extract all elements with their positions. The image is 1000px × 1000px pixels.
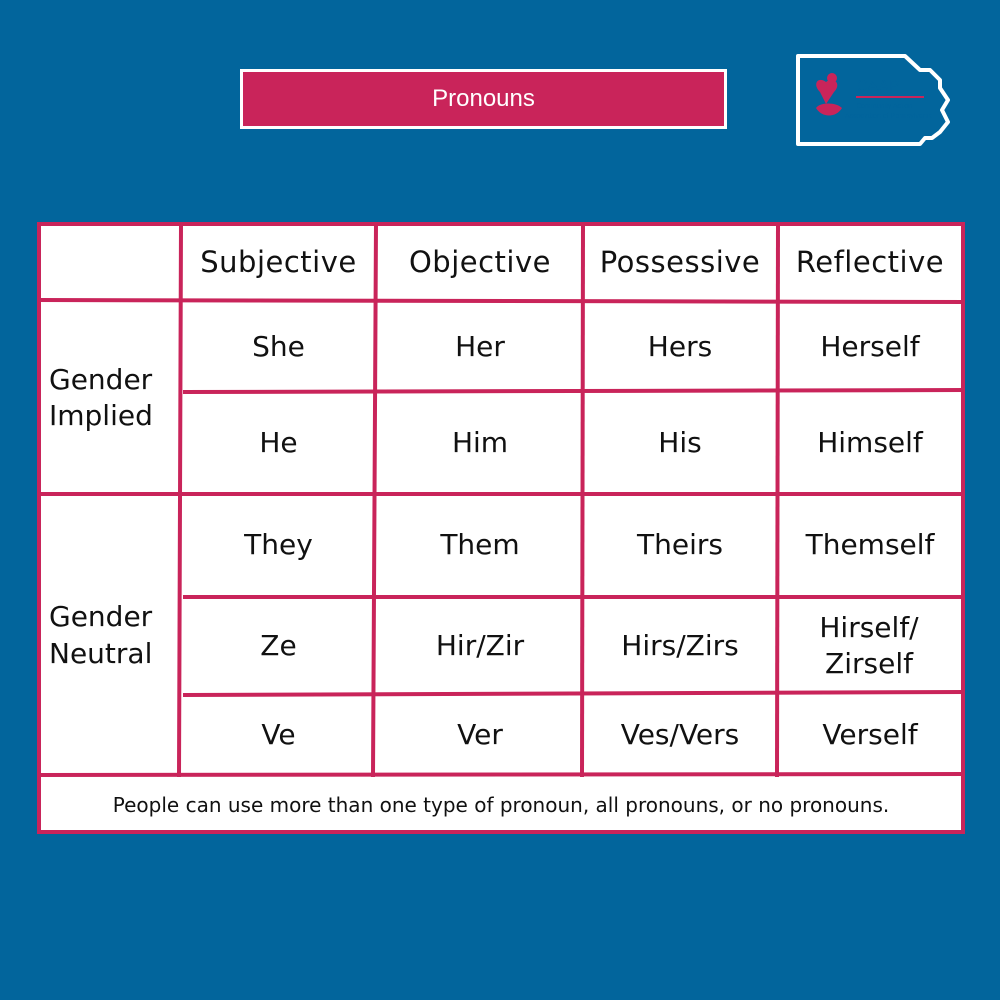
logo-subtitle-1: Community Action: [856, 103, 913, 110]
table-footnote: People can use more than one type of pronoun, all pronouns, or no pronouns.: [112, 792, 890, 817]
table-cell: Hers: [647, 329, 713, 363]
table-cell: She: [252, 329, 305, 363]
table-cell: Verself: [822, 718, 918, 752]
table-cell: Hir/Zir: [435, 628, 525, 662]
table-cell: Herself: [820, 329, 920, 363]
table-cell: Him: [451, 425, 509, 459]
heart-person-icon: [816, 73, 842, 116]
group-label-line: Gender: [49, 362, 153, 396]
group-label-gender-implied: [39, 302, 179, 494]
column-header-objective: Objective: [408, 245, 551, 280]
logo-subtitle-2: Association of Pennsylvania: [845, 113, 933, 120]
pennsylvania-outline-icon: [790, 48, 955, 152]
table-cell: Ves/Vers: [620, 718, 740, 752]
group-label-line: Gender: [49, 600, 153, 634]
column-header-possessive: Possessive: [599, 245, 761, 280]
page-title: Pronouns: [432, 85, 535, 112]
caap-logo: [790, 48, 955, 152]
table-cell: Hirself/ Zirself: [819, 610, 919, 680]
table-cell: He: [259, 425, 298, 459]
column-header-reflective: Reflective: [795, 245, 945, 280]
table-cell: They: [244, 528, 313, 562]
title-banner: [240, 69, 727, 129]
group-label-line: Implied: [49, 399, 153, 432]
group-label-gender-neutral: [39, 496, 179, 775]
table-cell: Ver: [457, 718, 503, 752]
table-cell: Themself: [805, 528, 935, 562]
logo-name: CAAP: [856, 78, 900, 95]
table-cell: Hirs/Zirs: [621, 628, 739, 662]
table-cell: His: [658, 425, 702, 459]
table-cell: Her: [455, 329, 505, 363]
table-cell: Theirs: [637, 528, 723, 562]
column-header-subjective: Subjective: [200, 245, 357, 280]
pronoun-table: [37, 222, 965, 834]
table-cell: Ze: [260, 628, 297, 662]
group-label-line: Neutral: [49, 636, 153, 670]
table-cell: Himself: [817, 425, 923, 459]
table-cell: Them: [440, 528, 520, 562]
table-cell: Ve: [261, 718, 296, 752]
